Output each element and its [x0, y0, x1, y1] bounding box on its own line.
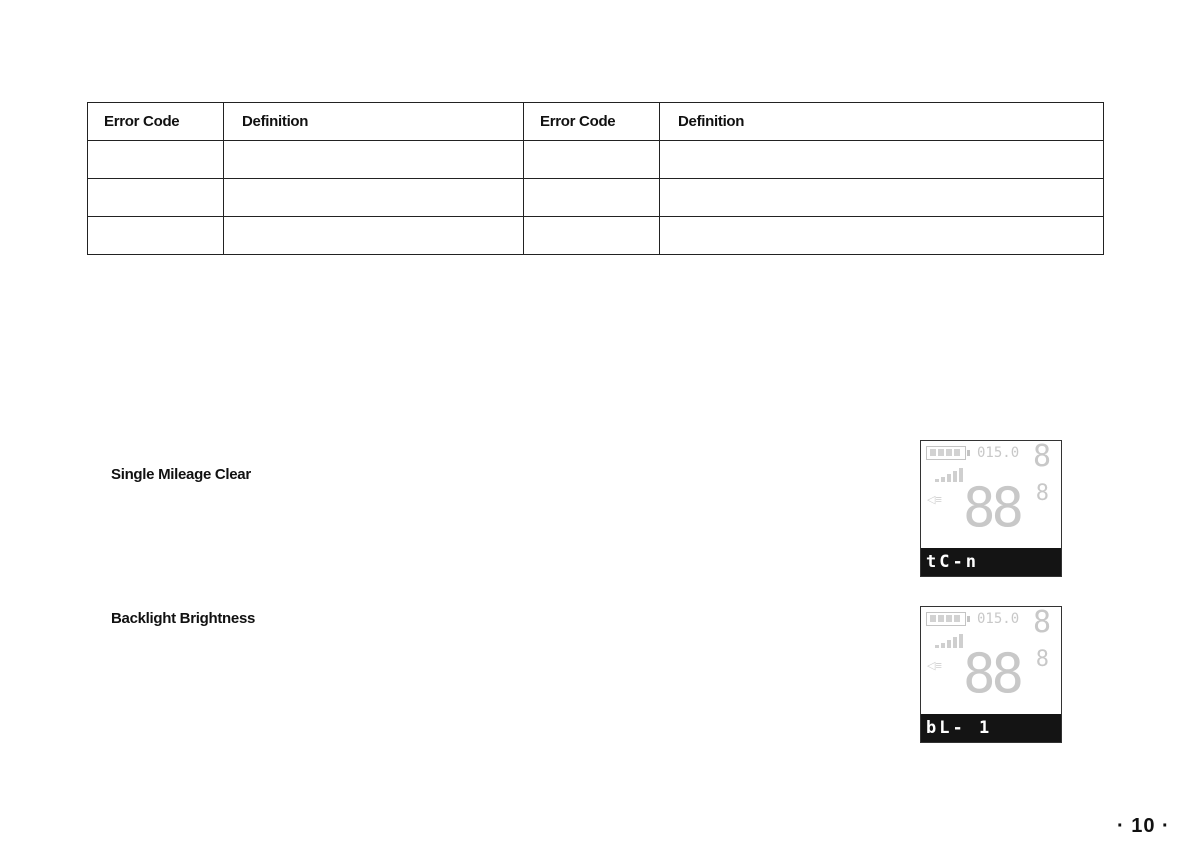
lcd-top-digit: 8 — [1032, 439, 1051, 474]
lcd-display-backlight — [920, 606, 1062, 743]
table-row — [88, 217, 1104, 255]
table-cell — [224, 141, 524, 179]
table-cell — [88, 217, 224, 255]
power-level-icon — [927, 466, 967, 482]
lcd-setting-bar: tC-n — [921, 548, 1061, 576]
table-row — [88, 179, 1104, 217]
header-error-code-2: Error Code — [524, 103, 660, 141]
table-cell — [524, 179, 660, 217]
table-cell — [524, 141, 660, 179]
table-header-row — [88, 103, 1104, 141]
table-row — [88, 141, 1104, 179]
header-definition-2: Definition — [660, 103, 1104, 141]
headlight-icon: ◁≡ — [927, 660, 942, 672]
lcd-big-digits: 88 — [963, 642, 1021, 705]
lcd-big-digits: 88 — [963, 476, 1021, 539]
table-cell — [660, 179, 1104, 217]
lcd-mid-digit: 8 — [1035, 481, 1049, 506]
table-cell — [224, 217, 524, 255]
lcd-display-mileage-clear — [920, 440, 1062, 577]
power-level-icon — [927, 632, 967, 648]
table-cell — [524, 217, 660, 255]
table-cell — [224, 179, 524, 217]
section-heading-mileage-clear: Single Mileage Clear — [111, 466, 251, 483]
battery-icon — [926, 612, 966, 626]
lcd-speed-small: 015.0 — [977, 445, 1020, 461]
header-definition-1: Definition — [224, 103, 524, 141]
lcd-setting-bar: bL- 1 — [921, 714, 1061, 742]
table-cell — [660, 141, 1104, 179]
header-error-code-1: Error Code — [88, 103, 224, 141]
lcd-top-digit: 8 — [1032, 605, 1051, 640]
section-heading-backlight-brightness: Backlight Brightness — [111, 610, 256, 627]
page-number: · 10 · — [1117, 815, 1170, 837]
lcd-mid-digit: 8 — [1035, 647, 1049, 672]
lcd-speed-small: 015.0 — [977, 611, 1020, 627]
battery-icon — [926, 446, 966, 460]
table-cell — [660, 217, 1104, 255]
table-cell — [88, 141, 224, 179]
headlight-icon: ◁≡ — [927, 494, 942, 506]
error-code-table — [87, 102, 1104, 255]
table-cell — [88, 179, 224, 217]
